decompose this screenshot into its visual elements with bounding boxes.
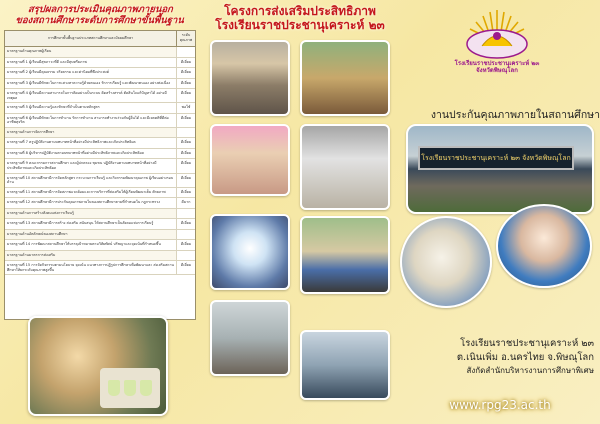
assessment-table	[4, 30, 196, 320]
level-cell	[177, 47, 195, 57]
table-section-row	[5, 128, 195, 139]
standard-cell: มาตรฐานที่ 10 สถานศึกษามีการจัดหลักสูตร กระบวนการเรียนรู้ และกิจกรรมพัฒนาคุณภาพ ผู้เรียนอย่างรอบด้าน	[5, 174, 177, 187]
school-affiliation: สังกัดสำนักบริหารงานการศึกษาพิเศษ	[466, 366, 594, 375]
level-cell: ดีเยี่ยม	[180, 221, 192, 226]
table-header-standard: การศึกษาขั้นพื้นฐานประเภทสถานศึกษาและมัธยมศึกษา	[5, 31, 177, 46]
level-cell: ดีเยี่ยม	[180, 91, 192, 95]
standard-cell: มาตรฐานที่ 1 ผู้เรียนมีสุขภาวะที่ดี และมีสุนทรียภาพ	[5, 58, 177, 68]
standard-cell: มาตรฐานที่ 9 คณะกรรมการสถานศึกษา และผู้ปกครอง ชุมชน ปฏิบัติงานตามบทบาทหน้าที่อย่างมี ประสิทธิภาพและเกิดประสิทธิผล	[5, 159, 177, 172]
standard-cell: มาตรฐานที่ 15 การจัดกิจกรรมตามนโยบาย จุดเน้น แนวทางการปฏิรูปการศึกษาเพื่อพัฒนาและ ส่งเสริมสถานศึกษาให้ยกระดับคุณภาพสูงขึ้น	[5, 261, 177, 274]
level-cell: ดีเยี่ยม	[180, 242, 192, 247]
drink-cup	[140, 380, 152, 396]
summary-title-line2: ของสถานศึกษาระดับการศึกษาขั้นพื้นฐาน	[15, 15, 185, 26]
table-row	[5, 261, 195, 275]
standard-cell: มาตรฐานที่ 12 สถานศึกษามีการประกันคุณภาพภายในของสถานศึกษาตามที่กำหนดใน กฎกระทรวง	[5, 198, 177, 208]
table-row	[5, 149, 195, 160]
level-cell	[177, 251, 195, 261]
table-row	[5, 138, 195, 149]
table-row	[5, 114, 195, 128]
level-cell: ดีเยี่ยม	[180, 115, 192, 120]
photo-student-reading	[400, 216, 492, 308]
table-body	[5, 47, 195, 275]
standard-cell: มาตรฐานที่ 14 การพัฒนาสถานศึกษาให้บรรลุเป้าหมายตามวิสัยทัศน์ ปรัชญาและจุดเน้นที่กำหนดขึ้น	[5, 240, 177, 250]
table-header	[5, 31, 195, 47]
drink-cup	[108, 380, 120, 396]
photo-cooking-students	[210, 214, 290, 290]
standard-cell: มาตรฐานด้านมาตรการส่งเสริม	[5, 251, 177, 261]
summary-title	[3, 4, 197, 26]
level-cell: ดีเยี่ยม	[180, 59, 192, 64]
standard-cell: มาตรฐานด้านการจัดการศึกษา	[5, 128, 177, 138]
level-cell	[177, 230, 195, 240]
photo-agriculture-activity	[300, 40, 390, 116]
standard-cell: มาตรฐานที่ 2 ผู้เรียนมีคุณธรรม จริยธรรม และค่านิยมที่พึงประสงค์	[5, 68, 177, 78]
school-emblem-icon	[442, 6, 552, 62]
photo-classroom	[300, 124, 390, 210]
level-cell: ดีเยี่ยม	[180, 70, 192, 74]
photo-students-activity	[496, 204, 592, 288]
qa-title: งานประกันคุณภาพภายในสถานศึกษา	[430, 109, 600, 121]
standard-cell: มาตรฐานด้านคุณภาพผู้เรียน	[5, 47, 177, 57]
table-row	[5, 68, 195, 79]
school-address: ต.เนินเพิ่ม อ.นครไทย จ.พิษณุโลก	[456, 352, 594, 363]
level-cell: พอใช้	[181, 105, 191, 110]
school-logo	[442, 6, 552, 80]
photo-drinks-stall	[28, 316, 168, 416]
level-cell: ดีเยี่ยม	[180, 140, 192, 145]
photo-students-group	[300, 216, 390, 294]
level-cell: ดีเยี่ยม	[180, 175, 192, 180]
table-row	[5, 103, 195, 114]
standard-cell: มาตรฐานที่ 6 ผู้เรียนมีทักษะในการทำงาน รักการทำงาน สามารถทำงานร่วมกับผู้อื่นได้ และมีเจตคติที่ดีต่ออาชีพสุจริต	[5, 114, 177, 127]
level-cell: ดีเยี่ยม	[180, 150, 192, 155]
standard-cell: มาตรฐานที่ 5 ผู้เรียนมีความรู้และทักษะที่จำเป็นตามหลักสูตร	[5, 103, 177, 113]
logo-province: จังหวัดพิษณุโลก	[476, 67, 518, 74]
level-cell: ดีมาก	[181, 200, 191, 205]
level-cell	[177, 128, 195, 138]
standard-cell: มาตรฐานด้านการสร้างสังคมแห่งการเรียนรู้	[5, 209, 177, 219]
standard-cell: มาตรฐานที่ 8 ผู้บริหารปฏิบัติงานตามบทบาทหน้าที่อย่างมีประสิทธิภาพและเกิดประสิทธิผล	[5, 149, 177, 159]
photo-students-reading	[210, 300, 290, 376]
school-sign-text: โรงเรียนราชประชานุเคราะห์ ๒๓ จังหวัดพิษณุโลก	[418, 146, 574, 170]
table-row	[5, 188, 195, 199]
table-section-row	[5, 209, 195, 220]
table-row	[5, 79, 195, 90]
school-name: โรงเรียนราชประชานุเคราะห์ ๒๓	[460, 338, 594, 349]
standard-cell: มาตรฐานด้านอัตลักษณ์ของสถานศึกษา	[5, 230, 177, 240]
photo-stage-performance	[210, 124, 290, 196]
level-cell: ดีเยี่ยม	[180, 189, 192, 194]
table-row	[5, 58, 195, 69]
table-row	[5, 219, 195, 230]
table-row	[5, 174, 195, 188]
drink-cup	[124, 380, 136, 396]
level-cell	[177, 209, 195, 219]
website-url[interactable]: www.rpg23.ac.th	[449, 398, 551, 412]
project-title-line2: โรงเรียนราชประชานุเคราะห์ ๒๓	[215, 18, 385, 32]
standard-cell: มาตรฐานที่ 13 สถานศึกษามีการสร้าง ส่งเสริม สนับสนุน ให้สถานศึกษาเป็นสังคมแห่งการเรียนรู้	[5, 219, 177, 229]
standard-cell: มาตรฐานที่ 11 สถานศึกษามีการจัดสภาพแวดล้อมและการบริการที่ส่งเสริมให้ผู้เรียนพัฒนาเต็ม ศักยภาพ	[5, 188, 177, 198]
table-header-level: ระดับ คุณภาพ	[179, 33, 193, 42]
project-title	[200, 4, 400, 32]
photo-computer-lab	[300, 330, 390, 400]
project-title-line1: โครงการส่งเสริมประสิทธิภาพ	[224, 4, 376, 18]
logo-caption	[442, 60, 552, 74]
standard-cell: มาตรฐานที่ 7 ครูปฏิบัติงานตามบทบาทหน้าที่อย่างมีประสิทธิภาพและเกิดประสิทธิผล	[5, 138, 177, 148]
table-section-row	[5, 47, 195, 58]
standard-cell: มาตรฐานที่ 4 ผู้เรียนมีความสามารถในการคิดอย่างเป็นระบบ คิดสร้างสรรค์ ตัดสินใจแก้ปัญหาได้ อย่างมีเหตุผล	[5, 89, 177, 102]
standard-cell: มาตรฐานที่ 3 ผู้เรียนมีทักษะในการแสวงหาความรู้ด้วยตนเอง รักการเรียนรู้ และพัฒนาตนเอง อย่างต่อเนื่อง	[5, 79, 177, 89]
level-cell: ดีเยี่ยม	[180, 80, 192, 85]
logo-school-name: โรงเรียนราชประชานุเคราะห์ ๒๓	[454, 60, 540, 67]
table-row	[5, 198, 195, 209]
table-row	[5, 159, 195, 173]
cover-panel	[400, 0, 600, 424]
level-cell: ดีเยี่ยม	[180, 263, 192, 268]
photo-students-assembly	[210, 40, 290, 116]
project-panel	[200, 0, 400, 424]
table-row	[5, 240, 195, 251]
table-row	[5, 89, 195, 103]
level-cell: ดีเยี่ยม	[180, 161, 192, 166]
summary-title-line1: สรุปผลการประเมินคุณภาพภายนอก	[27, 4, 174, 15]
table-section-row	[5, 230, 195, 241]
summary-panel	[0, 0, 200, 424]
table-section-row	[5, 251, 195, 262]
